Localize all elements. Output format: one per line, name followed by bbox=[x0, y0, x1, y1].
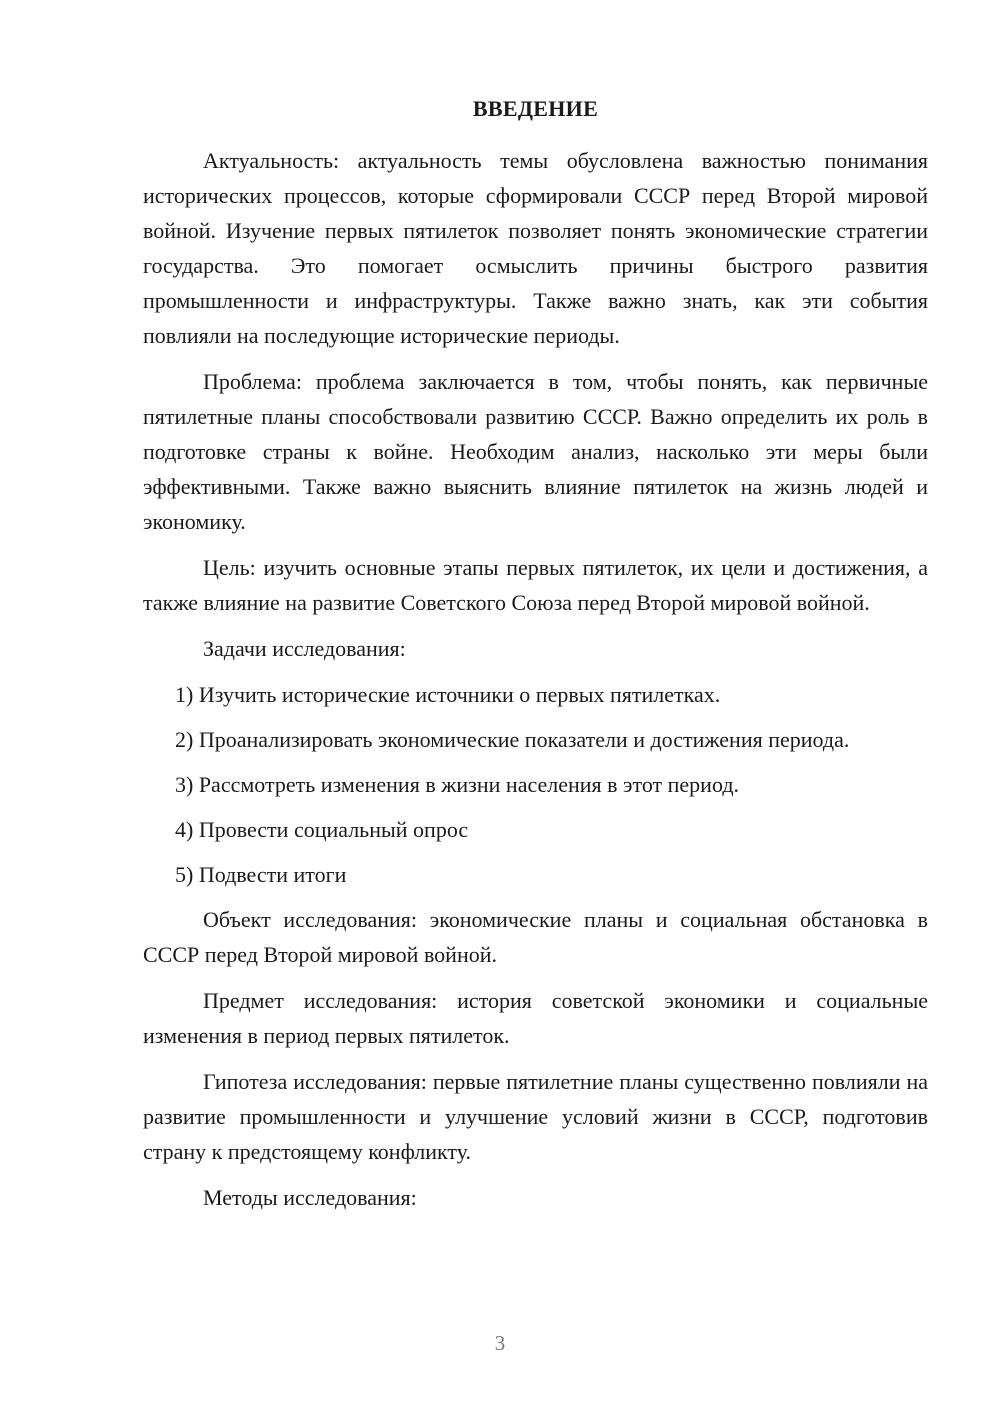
document-page bbox=[143, 92, 928, 1226]
page-number: 3 bbox=[494, 1331, 506, 1355]
paragraph-relevance: Актуальность: актуальность темы обусловлена важностью понимания исторических процессов, которые сформировали СССР перед Второй мировой войной. Изучение первых пятилеток позволяет понять экономические стратегии государства. Это помогает осмыслить причины быстрого развития промышленности и инфраструктуры. Также важно знать, как эти события повлияли на последующие исторические периоды. bbox=[143, 148, 928, 348]
task-item: 3) Рассмотреть изменения в жизни населения в этот период. bbox=[175, 772, 740, 797]
paragraph-problem: Проблема: проблема заключается в том, чтобы понять, как первичные пятилетные планы способствовали развитию СССР. Важно определить их роль в подготовке страны к войне. Необходим анализ, насколько эти меры были эффективными. Также важно выяснить влияние пятилеток на жизнь людей и экономику. bbox=[143, 369, 928, 534]
task-item: 5) Подвести итоги bbox=[175, 862, 347, 887]
paragraph-hypothesis: Гипотеза исследования: первые пятилетние планы существенно повлияли на развитие промышленности и улучшение условий жизни в СССР, подготовив страну к предстоящему конфликту. bbox=[143, 1069, 928, 1164]
task-item: 2) Проанализировать экономические показатели и достижения периода. bbox=[175, 727, 850, 752]
paragraph-subject: Предмет исследования: история советской экономики и социальные изменения в период первых пятилеток. bbox=[143, 988, 928, 1048]
task-item: 1) Изучить исторические источники о первых пятилетках. bbox=[175, 682, 721, 707]
page-title: ВВЕДЕНИЕ bbox=[472, 96, 599, 121]
paragraph-methods-heading: Методы исследования: bbox=[203, 1185, 417, 1210]
task-item: 4) Провести социальный опрос bbox=[175, 817, 469, 842]
paragraph-tasks-heading: Задачи исследования: bbox=[203, 636, 406, 661]
paragraph-object: Объект исследования: экономические планы и социальная обстановка в СССР перед Второй мировой войной. bbox=[143, 907, 928, 967]
paragraph-goal: Цель: изучить основные этапы первых пятилеток, их цели и достижения, а также влияние на развитие Советского Союза перед Второй мировой войной. bbox=[143, 555, 928, 615]
